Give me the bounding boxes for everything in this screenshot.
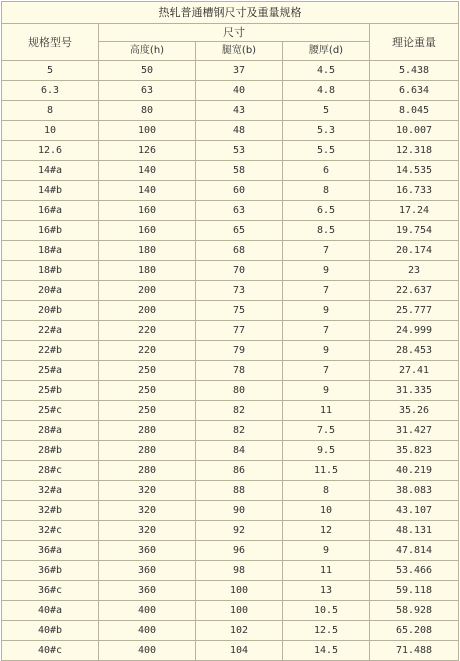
cell-height: 280 [99,421,196,441]
cell-weight: 59.118 [370,581,459,601]
cell-waist-thickness: 11 [283,561,370,581]
cell-leg-width: 82 [196,401,283,421]
table-title: 热轧普通槽钢尺寸及重量规格 [2,2,459,24]
cell-weight: 10.007 [370,121,459,141]
cell-leg-width: 43 [196,101,283,121]
table-row [2,461,459,481]
cell-height: 400 [99,641,196,661]
channel-steel-spec-table [1,1,459,661]
cell-waist-thickness: 10.5 [283,601,370,621]
cell-model: 36#b [2,561,99,581]
cell-height: 360 [99,541,196,561]
cell-height: 320 [99,481,196,501]
cell-weight: 20.174 [370,241,459,261]
cell-weight: 17.24 [370,201,459,221]
cell-waist-thickness: 11 [283,401,370,421]
cell-leg-width: 40 [196,81,283,101]
cell-model: 18#a [2,241,99,261]
cell-height: 126 [99,141,196,161]
cell-weight: 14.535 [370,161,459,181]
cell-weight: 35.823 [370,441,459,461]
cell-height: 250 [99,361,196,381]
cell-waist-thickness: 9.5 [283,441,370,461]
cell-weight: 12.318 [370,141,459,161]
table-row [2,161,459,181]
cell-leg-width: 68 [196,241,283,261]
cell-leg-width: 92 [196,521,283,541]
cell-waist-thickness: 8 [283,481,370,501]
table-row [2,381,459,401]
cell-leg-width: 96 [196,541,283,561]
cell-weight: 58.928 [370,601,459,621]
cell-model: 40#b [2,621,99,641]
cell-height: 200 [99,301,196,321]
table-row [2,261,459,281]
cell-model: 28#a [2,421,99,441]
cell-weight: 24.999 [370,321,459,341]
cell-weight: 47.814 [370,541,459,561]
cell-height: 80 [99,101,196,121]
cell-model: 22#b [2,341,99,361]
cell-model: 40#c [2,641,99,661]
cell-waist-thickness: 7 [283,361,370,381]
cell-waist-thickness: 9 [283,381,370,401]
table-row [2,361,459,381]
table-row [2,121,459,141]
table-row [2,201,459,221]
table-row [2,621,459,641]
cell-height: 50 [99,61,196,81]
cell-height: 140 [99,161,196,181]
table-body [2,2,459,661]
cell-waist-thickness: 8.5 [283,221,370,241]
table-row [2,241,459,261]
cell-height: 220 [99,321,196,341]
cell-waist-thickness: 9 [283,541,370,561]
table-row [2,61,459,81]
cell-height: 200 [99,281,196,301]
cell-leg-width: 58 [196,161,283,181]
cell-weight: 23 [370,261,459,281]
cell-model: 25#a [2,361,99,381]
cell-waist-thickness: 4.8 [283,81,370,101]
cell-height: 400 [99,601,196,621]
table-row [2,581,459,601]
table-row [2,401,459,421]
cell-waist-thickness: 11.5 [283,461,370,481]
cell-waist-thickness: 5.3 [283,121,370,141]
table-row [2,281,459,301]
cell-weight: 31.335 [370,381,459,401]
table-row [2,181,459,201]
cell-waist-thickness: 7 [283,281,370,301]
cell-weight: 6.634 [370,81,459,101]
cell-leg-width: 60 [196,181,283,201]
cell-weight: 19.754 [370,221,459,241]
cell-model: 36#c [2,581,99,601]
cell-weight: 31.427 [370,421,459,441]
cell-height: 280 [99,461,196,481]
table-row [2,221,459,241]
cell-waist-thickness: 5.5 [283,141,370,161]
cell-waist-thickness: 6 [283,161,370,181]
cell-weight: 8.045 [370,101,459,121]
cell-weight: 65.208 [370,621,459,641]
cell-height: 63 [99,81,196,101]
spec-table-container [1,1,458,661]
table-row [2,441,459,461]
cell-height: 320 [99,521,196,541]
cell-leg-width: 65 [196,221,283,241]
cell-weight: 40.219 [370,461,459,481]
cell-model: 28#c [2,461,99,481]
cell-model: 32#b [2,501,99,521]
table-row [2,421,459,441]
header-dimensions: 尺寸 [99,24,370,42]
cell-weight: 16.733 [370,181,459,201]
cell-weight: 71.488 [370,641,459,661]
cell-waist-thickness: 9 [283,261,370,281]
cell-leg-width: 75 [196,301,283,321]
cell-leg-width: 104 [196,641,283,661]
cell-weight: 28.453 [370,341,459,361]
table-row [2,601,459,621]
cell-height: 180 [99,261,196,281]
table-row [2,101,459,121]
cell-waist-thickness: 7.5 [283,421,370,441]
cell-height: 250 [99,381,196,401]
cell-model: 32#c [2,521,99,541]
cell-model: 18#b [2,261,99,281]
cell-model: 14#a [2,161,99,181]
cell-leg-width: 37 [196,61,283,81]
cell-height: 220 [99,341,196,361]
cell-model: 6.3 [2,81,99,101]
cell-leg-width: 86 [196,461,283,481]
cell-leg-width: 102 [196,621,283,641]
header-theoretical-weight: 理论重量 [370,24,459,61]
cell-height: 400 [99,621,196,641]
cell-leg-width: 80 [196,381,283,401]
cell-weight: 22.637 [370,281,459,301]
cell-model: 22#a [2,321,99,341]
cell-waist-thickness: 5 [283,101,370,121]
cell-model: 10 [2,121,99,141]
cell-weight: 5.438 [370,61,459,81]
cell-model: 36#a [2,541,99,561]
cell-waist-thickness: 9 [283,301,370,321]
cell-height: 100 [99,121,196,141]
cell-waist-thickness: 4.5 [283,61,370,81]
cell-height: 140 [99,181,196,201]
cell-waist-thickness: 14.5 [283,641,370,661]
cell-leg-width: 77 [196,321,283,341]
cell-weight: 43.107 [370,501,459,521]
cell-weight: 27.41 [370,361,459,381]
cell-model: 16#a [2,201,99,221]
table-row [2,641,459,661]
cell-height: 360 [99,561,196,581]
cell-height: 180 [99,241,196,261]
cell-leg-width: 84 [196,441,283,461]
cell-model: 28#b [2,441,99,461]
cell-leg-width: 73 [196,281,283,301]
table-row [2,561,459,581]
cell-waist-thickness: 7 [283,241,370,261]
header-leg-width: 腿宽(b) [196,42,283,61]
cell-leg-width: 63 [196,201,283,221]
cell-model: 16#b [2,221,99,241]
cell-model: 12.6 [2,141,99,161]
header-height: 高度(h) [99,42,196,61]
table-row [2,341,459,361]
cell-height: 360 [99,581,196,601]
cell-weight: 38.083 [370,481,459,501]
cell-leg-width: 78 [196,361,283,381]
cell-height: 280 [99,441,196,461]
cell-leg-width: 82 [196,421,283,441]
cell-leg-width: 70 [196,261,283,281]
cell-height: 160 [99,201,196,221]
cell-model: 20#b [2,301,99,321]
cell-waist-thickness: 8 [283,181,370,201]
cell-leg-width: 53 [196,141,283,161]
cell-waist-thickness: 12 [283,521,370,541]
cell-height: 160 [99,221,196,241]
table-row [2,81,459,101]
cell-leg-width: 79 [196,341,283,361]
cell-leg-width: 100 [196,601,283,621]
cell-waist-thickness: 10 [283,501,370,521]
table-row [2,301,459,321]
table-row [2,481,459,501]
cell-weight: 25.777 [370,301,459,321]
cell-model: 20#a [2,281,99,301]
cell-leg-width: 88 [196,481,283,501]
cell-waist-thickness: 12.5 [283,621,370,641]
title-row [2,2,459,24]
cell-model: 25#b [2,381,99,401]
cell-leg-width: 98 [196,561,283,581]
cell-height: 250 [99,401,196,421]
cell-model: 40#a [2,601,99,621]
table-row [2,501,459,521]
cell-leg-width: 48 [196,121,283,141]
cell-model: 32#a [2,481,99,501]
table-row [2,321,459,341]
cell-waist-thickness: 9 [283,341,370,361]
cell-model: 5 [2,61,99,81]
cell-weight: 35.26 [370,401,459,421]
cell-waist-thickness: 13 [283,581,370,601]
cell-height: 320 [99,501,196,521]
cell-model: 8 [2,101,99,121]
cell-weight: 53.466 [370,561,459,581]
table-row [2,141,459,161]
cell-waist-thickness: 7 [283,321,370,341]
table-row [2,541,459,561]
header-model: 规格型号 [2,24,99,61]
header-row-1 [2,24,459,42]
cell-leg-width: 90 [196,501,283,521]
table-row [2,521,459,541]
cell-weight: 48.131 [370,521,459,541]
cell-waist-thickness: 6.5 [283,201,370,221]
header-waist-thickness: 腰厚(d) [283,42,370,61]
cell-leg-width: 100 [196,581,283,601]
cell-model: 14#b [2,181,99,201]
cell-model: 25#c [2,401,99,421]
